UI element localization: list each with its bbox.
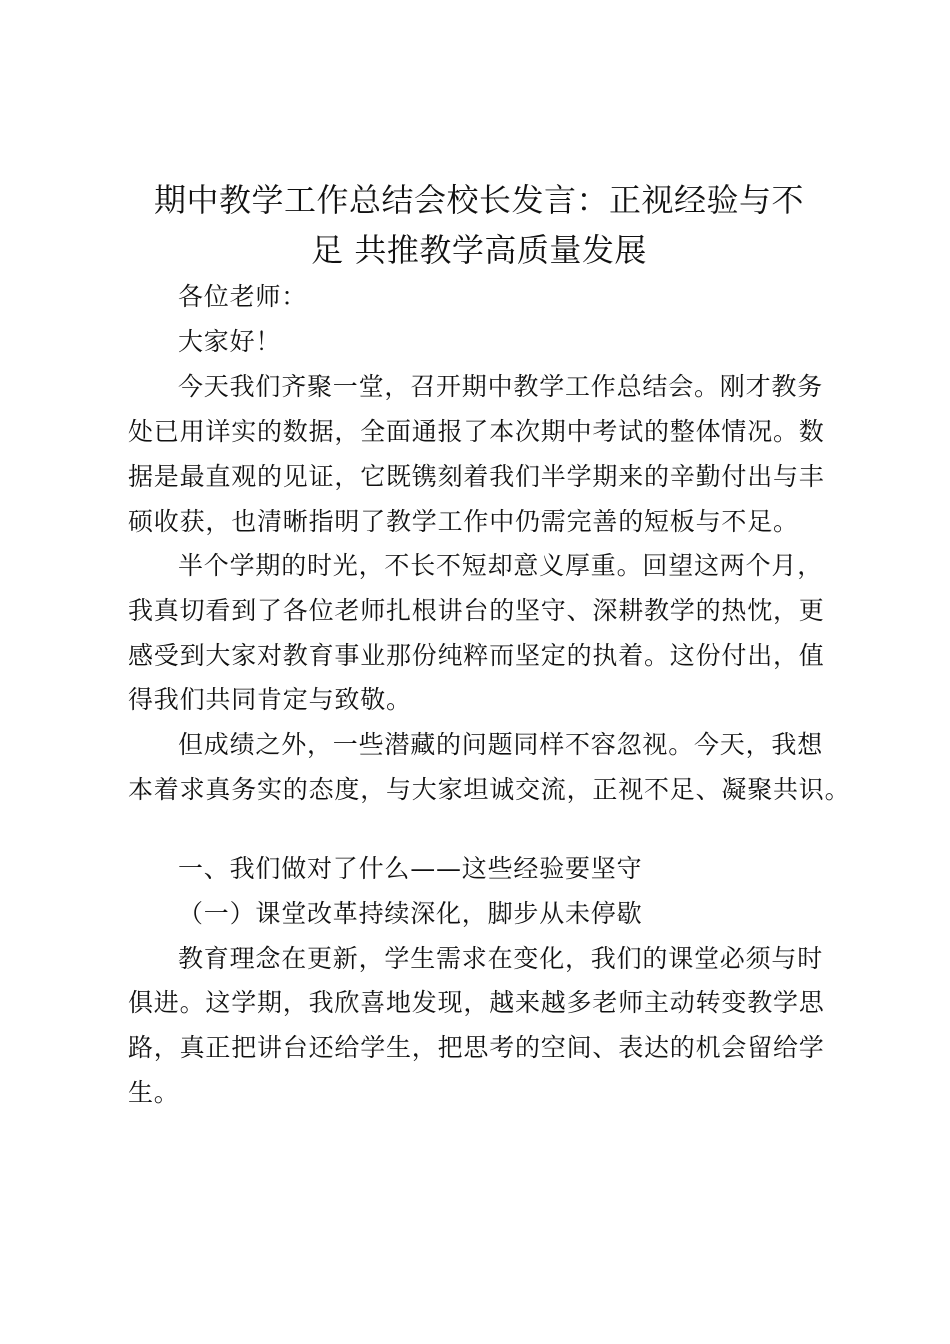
paragraph-4-line-1: 教育理念在更新，学生需求在变化，我们的课堂必须与时 xyxy=(178,944,824,973)
paragraph-4-line-2: 俱进。这学期，我欣喜地发现，越来越多老师主动转变教学思 xyxy=(128,988,825,1017)
paragraph-2-line-1: 半个学期的时光，不长不短却意义厚重。回望这两个月， xyxy=(178,551,824,580)
paragraph-1-line-1: 今天我们齐聚一堂，召开期中教学工作总结会。刚才教务 xyxy=(178,372,824,401)
paragraph-2-line-2: 我真切看到了各位老师扎根讲台的坚守、深耕教学的热忱，更 xyxy=(128,596,825,625)
paragraph-2-line-4: 得我们共同肯定与致敬。 xyxy=(128,685,412,714)
salutation: 大家好！ xyxy=(178,327,282,356)
document-title-line-1: 期中教学工作总结会校长发言：正视经验与不 xyxy=(153,181,804,219)
paragraph-1-line-4: 硕收获，也清晰指明了教学工作中仍需完善的短板与不足。 xyxy=(128,507,799,536)
subsection-heading-1: （一）课堂改革持续深化，脚步从未停歇 xyxy=(178,899,643,928)
paragraph-1-line-3: 据是最直观的见证，它既镌刻着我们半学期来的辛勤付出与丰 xyxy=(128,462,825,491)
paragraph-3-line-1: 但成绩之外，一些潜藏的问题同样不容忽视。今天，我想 xyxy=(178,730,824,759)
paragraph-2-line-3: 感受到大家对教育事业那份纯粹而坚定的执着。这份付出，值 xyxy=(128,641,825,670)
paragraph-3-line-2: 本着求真务实的态度，与大家坦诚交流，正视不足、凝聚共识。 xyxy=(128,775,851,804)
document-title-line-2: 足 共推教学高质量发展 xyxy=(311,231,647,269)
paragraph-4-line-4: 生。 xyxy=(128,1078,180,1107)
section-heading-1: 一、我们做对了什么——这些经验要坚守 xyxy=(178,854,643,883)
paragraph-1-line-2: 处已用详实的数据，全面通报了本次期中考试的整体情况。数 xyxy=(128,417,825,446)
greeting: 各位老师： xyxy=(178,282,308,311)
paragraph-4-line-3: 路，真正把讲台还给学生，把思考的空间、表达的机会留给学 xyxy=(128,1033,825,1062)
